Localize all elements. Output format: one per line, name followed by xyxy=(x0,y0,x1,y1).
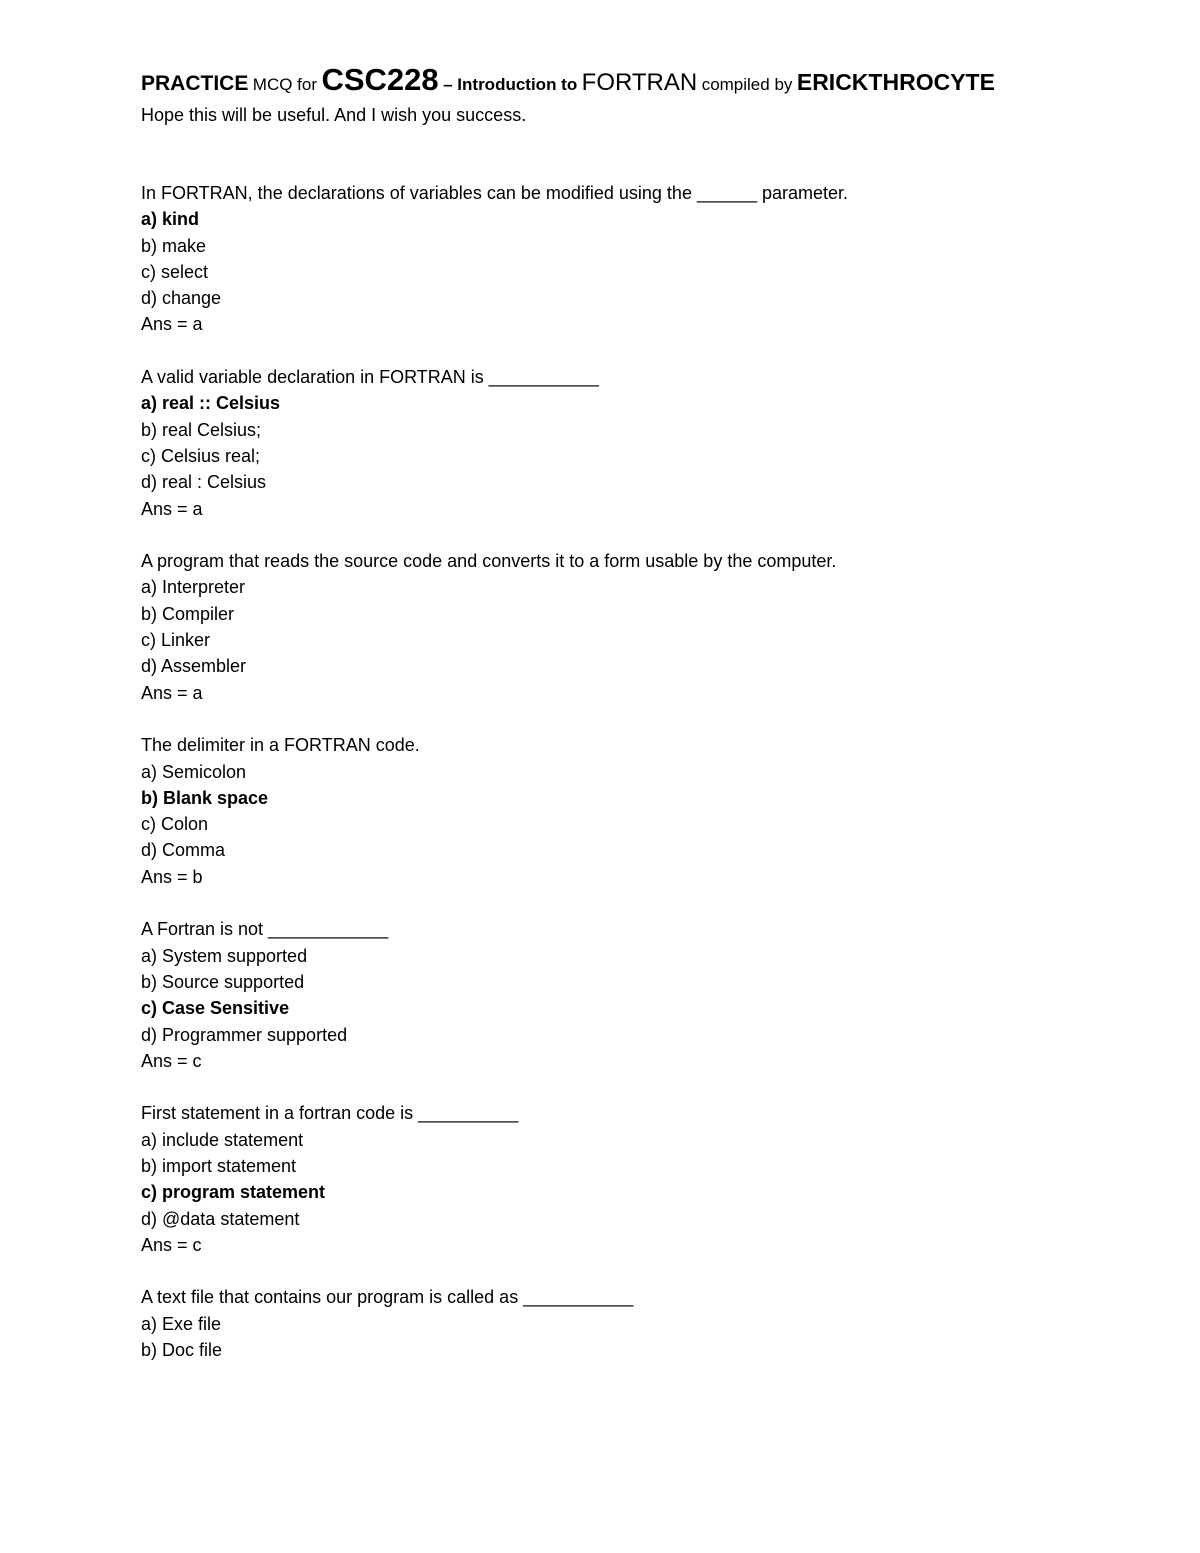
answer-option: c) select xyxy=(141,261,209,282)
answer-option: b) Blank space xyxy=(141,787,269,808)
question-block xyxy=(141,1100,1101,1284)
answer-option: a) real :: Celsius xyxy=(141,393,281,414)
document-page xyxy=(141,58,1101,1390)
spacer xyxy=(141,890,1101,916)
document-subtitle: Hope this will be useful. And I wish you success. xyxy=(141,105,527,125)
answer-option: b) make xyxy=(141,235,207,256)
question-block xyxy=(141,364,1101,548)
answer-option: a) Exe file xyxy=(141,1313,222,1334)
answer-option: a) System supported xyxy=(141,945,308,966)
questions-list xyxy=(141,180,1101,1390)
title-author: ERICKTHROCYTE xyxy=(796,69,995,95)
answer-option: a) include statement xyxy=(141,1129,304,1150)
question-block xyxy=(141,916,1101,1100)
answer-option: d) Comma xyxy=(141,840,226,861)
answer-key: Ans = c xyxy=(141,1050,202,1071)
answer-key: Ans = c xyxy=(141,1234,202,1255)
answer-option: d) Programmer supported xyxy=(141,1024,348,1045)
title-fortran: FORTRAN xyxy=(581,69,698,96)
question-text: A program that reads the source code and converts it to a form usable by the computer. xyxy=(141,551,837,572)
title-course-code: CSC228 xyxy=(321,62,439,97)
question-block xyxy=(141,732,1101,916)
answer-key: Ans = a xyxy=(141,498,203,519)
answer-option: c) Case Sensitive xyxy=(141,998,290,1019)
question-text: First statement in a fortran code is __________ xyxy=(141,1103,519,1124)
title-compiled-by: compiled by xyxy=(701,75,793,94)
answer-option: b) import statement xyxy=(141,1155,297,1176)
question-block xyxy=(141,180,1101,364)
spacer xyxy=(141,522,1101,548)
question-text: A Fortran is not ____________ xyxy=(141,919,389,940)
answer-key: Ans = b xyxy=(141,866,203,887)
spacer xyxy=(141,1363,1101,1389)
answer-key: Ans = a xyxy=(141,314,203,335)
question-text: In FORTRAN, the declarations of variables can be modified using the ______ parameter. xyxy=(141,183,849,203)
question-block xyxy=(141,548,1101,732)
answer-option: c) Colon xyxy=(141,814,209,835)
spacer xyxy=(141,1074,1101,1100)
answer-option: a) Semicolon xyxy=(141,761,247,782)
answer-option: b) Compiler xyxy=(141,603,235,624)
answer-option: a) kind xyxy=(141,209,200,230)
answer-option: c) program statement xyxy=(141,1182,326,1203)
answer-option: c) Celsius real; xyxy=(141,445,261,466)
answer-option: d) @data statement xyxy=(141,1208,300,1229)
document-title xyxy=(141,58,1101,102)
answer-option: a) Interpreter xyxy=(141,577,246,598)
question-text: A text file that contains our program is called as ___________ xyxy=(141,1287,634,1308)
answer-option: d) real : Celsius xyxy=(141,472,267,493)
answer-option: d) Assembler xyxy=(141,656,247,677)
title-introduction: – Introduction to xyxy=(443,75,578,94)
title-practice: PRACTICE xyxy=(141,72,249,95)
title-mcq-for: MCQ for xyxy=(252,75,318,94)
spacer xyxy=(141,1258,1101,1284)
spacer xyxy=(141,706,1101,732)
answer-option: b) Source supported xyxy=(141,971,305,992)
question-text: A valid variable declaration in FORTRAN is ___________ xyxy=(141,367,599,388)
spacer xyxy=(141,338,1101,364)
question-block xyxy=(141,1284,1101,1389)
question-text: The delimiter in a FORTRAN code. xyxy=(141,735,420,756)
answer-option: d) change xyxy=(141,288,222,309)
answer-option: c) Linker xyxy=(141,630,211,651)
answer-key: Ans = a xyxy=(141,682,203,703)
answer-option: b) Doc file xyxy=(141,1340,223,1361)
answer-option: b) real Celsius; xyxy=(141,419,262,440)
